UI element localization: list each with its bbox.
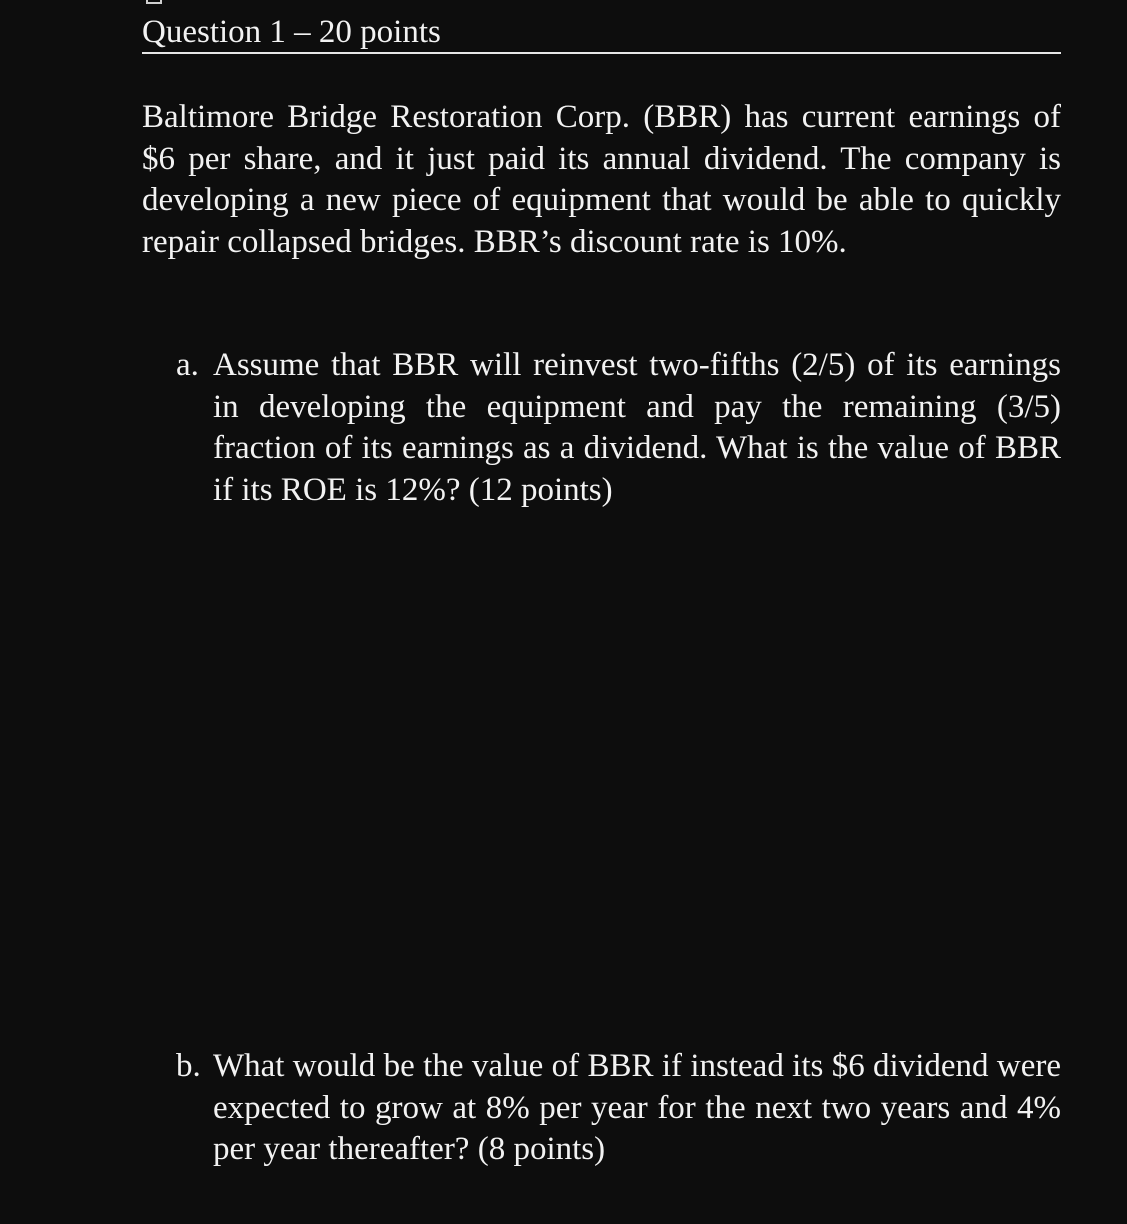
part-a — [176, 345, 1061, 511]
part-a-label: a. — [176, 347, 199, 383]
checkbox-mark-icon — [146, 0, 162, 4]
part-b — [176, 1046, 1061, 1171]
question-intro: Baltimore Bridge Restoration Corp. (BBR) has current earnings of $6 per share, and it just paid its annual dividend. The company is developing a new piece of equipment that would be able to quickly repair collapsed bridges. BBR’s discount rate is 10%. — [142, 99, 1061, 260]
question-heading — [142, 12, 1061, 54]
part-b-label: b. — [176, 1048, 201, 1084]
part-b-text: What would be the value of BBR if instead its $6 dividend were expected to grow at 8% per year for the next two years and 4% per year thereafter? (8 points) — [213, 1048, 1061, 1167]
question-title: Question 1 – 20 points — [142, 14, 441, 50]
part-a-text: Assume that BBR will reinvest two-fifths (2/5) of its earnings in developing the equipment and pay the remaining (3/5) fraction of its earnings as a dividend. What is the value of BBR if its ROE is 12%? (12 points) — [213, 347, 1061, 508]
